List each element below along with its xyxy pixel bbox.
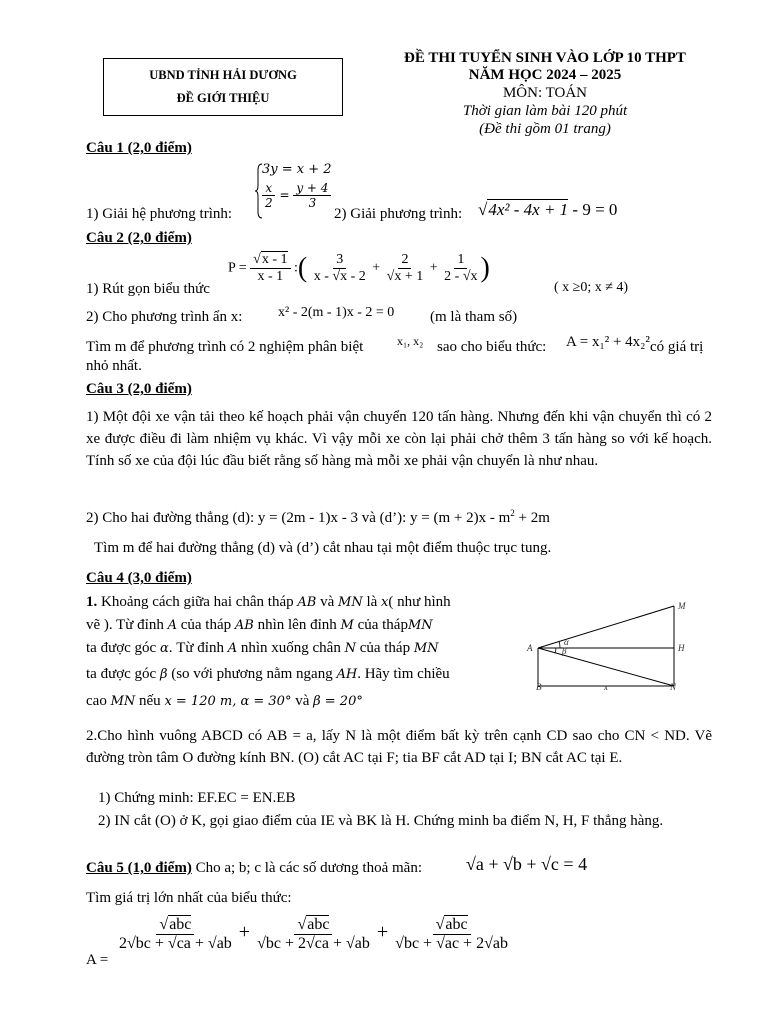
fig-label-H: H [678, 643, 685, 653]
q2-heading: Câu 2 (2,0 điểm) [86, 230, 192, 246]
fig-label-B: B [536, 682, 542, 692]
q1-part1-label: 1) Giải hệ phương trình: [86, 206, 233, 222]
q2-part1-label: 1) Rút gọn biểu thức [86, 281, 210, 297]
fig-label-x: x [604, 682, 608, 692]
q5-expression: $\frac{\text{√abc}}{2√bc + √ca + √ab}$ + $\frac{\text{√abc}}{√bc + 2√ca + √ab}$ + $\frac{\text{√abc}}{√bc + √ac + 2√ab}$ [119, 916, 508, 952]
q1-part2-label: 2) Giải phương trình: [334, 206, 463, 222]
q4-part2-task2: 2) IN cắt (O) ở K, gọi giao điểm của IE và BK là H. Chứng minh ba điểm N, H, F thẳng hàng. [98, 813, 664, 829]
q1-part2-equation: √4x² - 4x + 1 - 9 = 0 [478, 200, 618, 219]
exam-title: ĐỀ THI TUYỂN SINH VÀO LỚP 10 THPT [404, 50, 686, 66]
q2-task-c: có giá trị [650, 339, 704, 355]
q4-part2-task1: 1) Chứng minh: EF.EC = EN.EB [98, 790, 296, 806]
q5-task: Tìm giá trị lớn nhất của biểu thức: [86, 890, 292, 906]
fig-label-beta: β [562, 646, 567, 656]
subject: MÔN: TOÁN [502, 85, 588, 101]
q2-equation: x² - 2(m - 1)x - 2 = 0 [278, 305, 395, 320]
q4-p1-line4: ta được góc β (so với phương nằm ngang AH. Hãy tìm chiều [86, 666, 450, 682]
q2-task-d: nhỏ nhất. [86, 358, 142, 374]
q2-part2-label: 2) Cho phương trình ẩn x: [86, 309, 243, 325]
q4-p1-line1: 1. Khoảng cách giữa hai chân tháp AB và MN là x( như hình [86, 594, 451, 610]
fig-label-alpha: α [564, 637, 569, 647]
q3-part2: 2) Cho hai đường thẳng (d): y = (2m - 1)x - 3 và (d’): $y = (m + 2)x - m^2 + 2m$ [86, 508, 550, 526]
q3-heading: Câu 3 (2,0 điểm) [86, 381, 192, 397]
exam-intro-label: ĐỀ GIỚI THIỆU [176, 91, 270, 105]
q4-p1-line2: vẽ ). Từ đỉnh A của tháp AB nhìn lên đỉnh M của thápMN [86, 617, 433, 633]
page-count: (Đề thi gồm 01 trang) [479, 121, 611, 137]
q4-heading: Câu 4 (3,0 điểm) [86, 570, 192, 586]
q2-p-expression: P = $\frac{√x - 1}{x - 1}$ :( $\frac{3}{x - √x - 2}$ + $\frac{2}{√x + 1}$ + $\frac{1}{2 - √x}$ ) [228, 252, 490, 284]
q3-part1: 1) Một đội xe vận tải theo kế hoạch phải vận chuyển 120 tấn hàng. Nhưng đến khi vận chuyển thì có 2 xe được điều đi làm nhiệm vụ khác. Vì vậy mỗi xe còn lại phải chở thêm 3 tấn hàng so với kế hoạch. Tính số xe của đội lúc đầu biết rằng số hàng mà mỗi xe phải vận chuyển là như nhau. [86, 409, 712, 469]
org-name: UBND TỈNH HẢI DƯƠNG [149, 68, 297, 82]
exam-time: Thời gian làm bài 120 phút [462, 103, 628, 119]
org-box [103, 58, 343, 116]
fig-label-A: A [527, 643, 533, 653]
q2-roots: x₁, x₂ [397, 334, 424, 348]
school-year: NĂM HỌC 2024 – 2025 [468, 67, 622, 83]
q2-expression: A = x₁² + 4x₂² [566, 334, 650, 350]
q4-part2: 2.Cho hình vuông ABCD có AB = a, lấy N là một điểm bất kỳ trên cạnh CD sao cho CN < ND. Vẽ đường tròn tâm O đường kính BN. (O) cắt AC tại F; tia BF cắt AD tại I; BN cắt AC tại E. [86, 728, 712, 766]
q2-param-note: (m là tham số) [430, 309, 518, 325]
q2-task-a: Tìm m để phương trình có 2 nghiệm phân biệt [86, 339, 364, 355]
q1-eq1: 3y = x + 2 [262, 162, 332, 177]
q3-part2-task: Tìm m để hai đường thẳng (d) và (d’) cắt nhau tại một điểm thuộc trục tung. [94, 540, 552, 556]
q5-condition: √a + √b + √c = 4 [466, 854, 588, 874]
q4-p1-line5: cao MN nếu x = 120 m, α = 30° và β = 20° [86, 693, 363, 709]
q4-p1-line3: ta được góc α. Từ đỉnh A nhìn xuống chân N của tháp MN [86, 640, 439, 656]
fig-label-N: N [670, 682, 677, 692]
q1-eq2: $\frac{x}{2}$ = $\frac{y + 4}{3}$ [262, 181, 331, 210]
q1-heading: Câu 1 (2,0 điểm) [86, 140, 192, 156]
q2-condition: ( x ≥0; x ≠ 4) [554, 280, 629, 295]
q5-intro: Câu 5 (1,0 điểm) Cho a; b; c là các số dương thoả mãn: [86, 860, 422, 876]
tower-figure [520, 596, 720, 692]
q2-task-b: sao cho biểu thức: [437, 339, 547, 355]
q5-a-label: A = [86, 952, 109, 968]
q1-system [254, 162, 334, 222]
fig-label-M: M [678, 601, 686, 611]
